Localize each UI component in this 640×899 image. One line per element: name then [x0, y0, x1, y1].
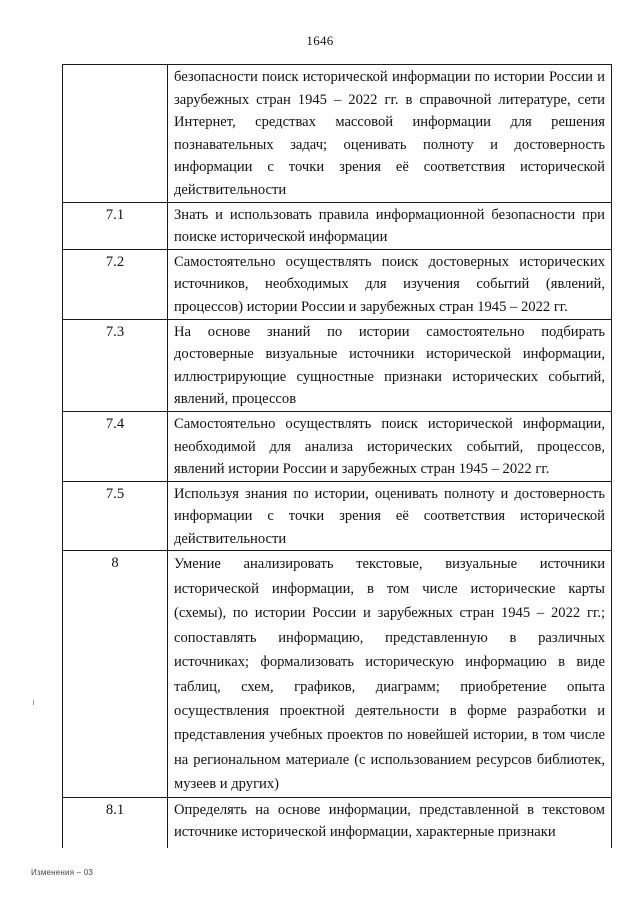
row-number: 8.1 [105, 801, 125, 818]
table-row [63, 411, 612, 481]
table-row [63, 481, 612, 551]
row-text-cell [168, 319, 612, 411]
row-number [63, 65, 167, 66]
row-text: Используя знания по истории, оценивать полноту и достоверность информации с точки зрения её соответствия исторической действительности [174, 485, 605, 547]
row-number: 7.2 [105, 253, 125, 270]
row-text: Знать и использовать правила информационной безопасности при поиске исторической информации [174, 206, 605, 246]
table-row [63, 202, 612, 249]
row-number-cell [63, 65, 168, 203]
requirements-table [62, 64, 612, 848]
row-text-cell [168, 551, 612, 797]
row-number: 7.4 [105, 415, 125, 432]
row-text: На основе знаний по истории самостоятельно подбирать достоверные визуальные источники исторической информации, иллюстрирующие сущностные признаки исторических событий, явлений, процессов [174, 323, 605, 408]
row-text-cell [168, 797, 612, 848]
table-row [63, 65, 612, 203]
row-text: Умение анализировать текстовые, визуальные источники исторической информации, в том числе исторические карты (схемы), по истории России и зарубежных стран 1945 – 2022 гг.; сопоставлять информацию, представленную в различных источниках; формализовать историческую информацию в виде таблиц, схем, графиков, диаграмм; приобретение опыта осуществления проектной деятельности в форме разработки и представления учебных проектов по новейшей истории, в том числе на региональном материале (с использованием ресурсов библиотек, музеев и других) [174, 556, 605, 793]
row-number-cell [63, 797, 168, 848]
row-number: 7.5 [105, 485, 125, 502]
table-row [63, 797, 612, 848]
row-text: Самостоятельно осуществлять поиск исторической информации, необходимой для анализа исторических событий, процессов, явлений истории России и зарубежных стран 1945 – 2022 гг. [174, 415, 605, 478]
row-number-cell [63, 551, 168, 797]
row-text: Самостоятельно осуществлять поиск достоверных исторических источников, необходимых для изучения событий (явлений, процессов) истории России и зарубежных стран 1945 – 2022 гг. [174, 253, 605, 315]
page-number: 1646 [306, 33, 334, 48]
page-footer: Изменения – 03 [31, 868, 94, 877]
row-number-cell [63, 319, 168, 411]
row-number: 7.3 [105, 323, 125, 340]
row-number-cell [63, 249, 168, 319]
row-number-cell [63, 481, 168, 551]
row-text-cell [168, 411, 612, 481]
table-row [63, 319, 612, 411]
row-number: 8 [111, 555, 119, 572]
table-row [63, 249, 612, 319]
row-text-cell [168, 65, 612, 203]
row-number-cell [63, 411, 168, 481]
row-text-cell [168, 249, 612, 319]
table-row [63, 551, 612, 797]
row-text-cell [168, 202, 612, 249]
row-number: 7.1 [105, 206, 125, 223]
row-text: Определять на основе информации, представленной в текстовом источнике исторической информации, характерные признаки [174, 801, 605, 841]
row-number-cell [63, 202, 168, 249]
row-text: безопасности поиск исторической информации по истории России и зарубежных стран 1945 – 2022 гг. в справочной литературе, сети Интернет, средствах массовой информации для решения познавательных задач; оценивать полноту и достоверность информации с точки зрения её соответствия исторической действительности [174, 69, 605, 198]
scan-mark [33, 700, 34, 705]
row-text-cell [168, 481, 612, 551]
